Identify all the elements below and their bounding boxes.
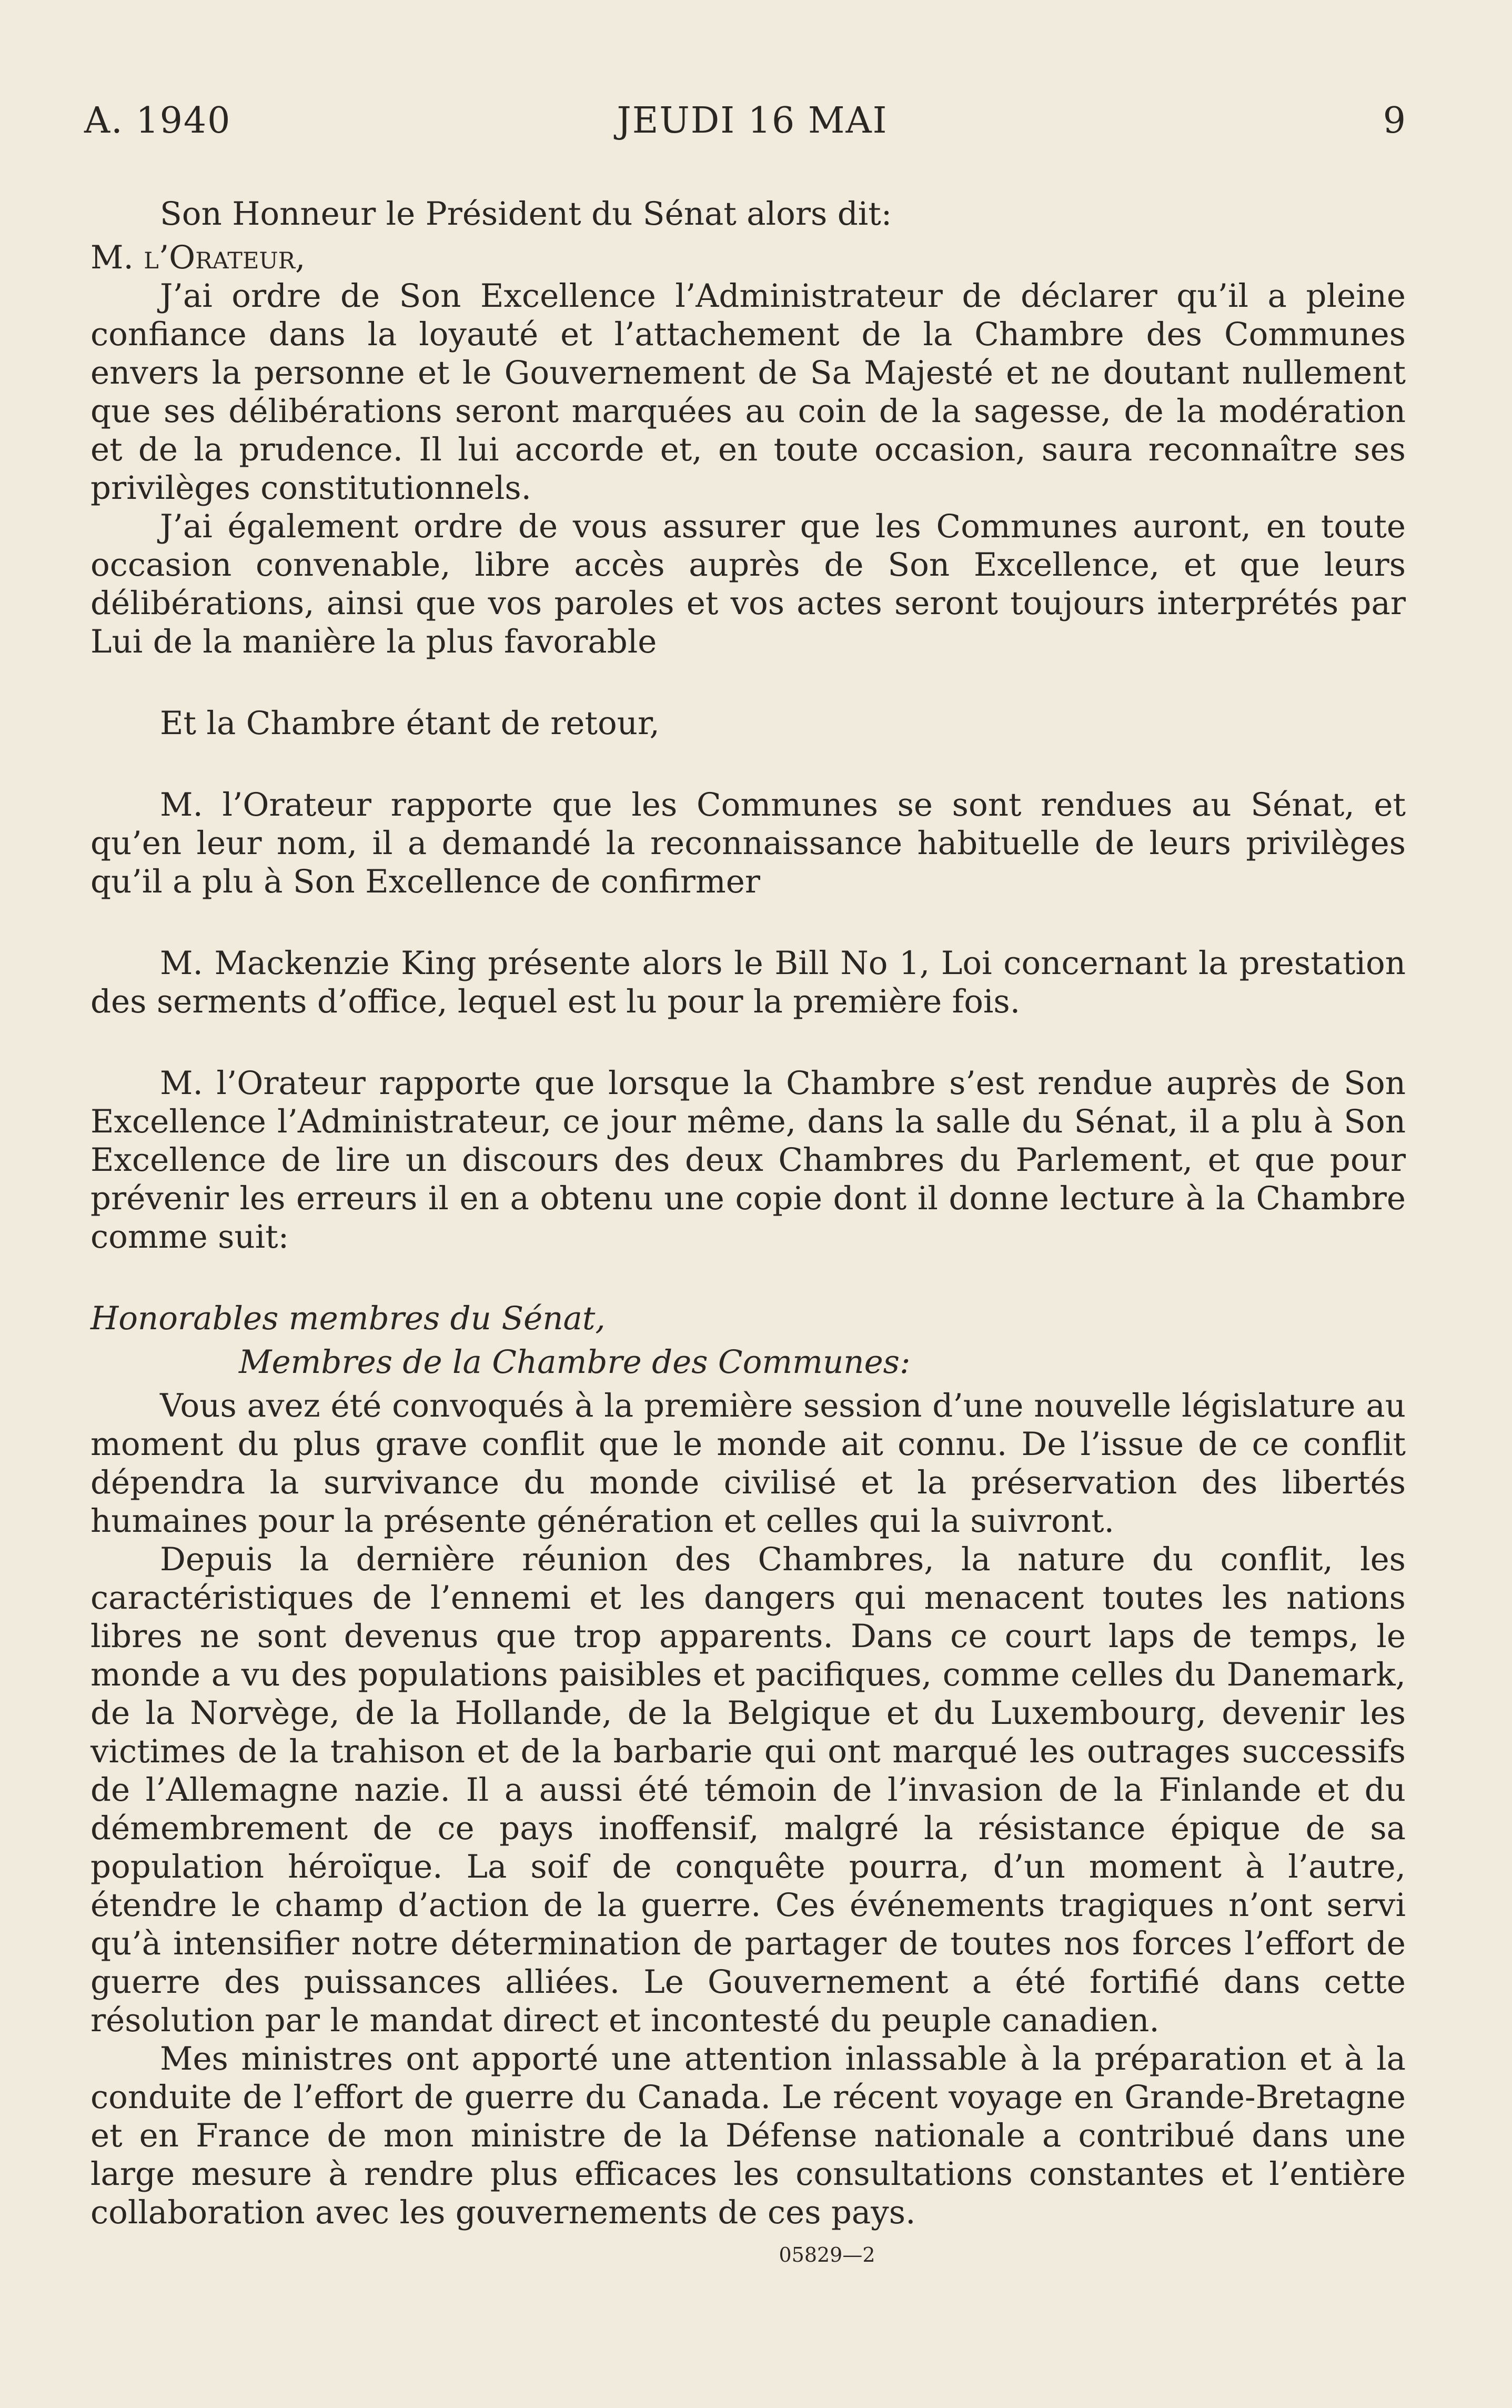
header-year: A. 1940 [84, 100, 231, 142]
paragraph-confidence: J’ai ordre de Son Excellence l’Administrateur de déclarer qu’il a pleine confiance dans la loyauté et l’attachement de la Chambre des Communes envers la personne et le Gouvernement de Sa Majesté et ne doutant nullement que ses délibérations seront marquées au coin de la sagesse, de la modération et de la prudence. Il lui accorde et, en toute occasion, saura reconnaître ses privilèges constitutionnels. [90, 277, 1406, 507]
page-body [90, 195, 1406, 2274]
address-commons: Membres de la Chambre des Communes: [239, 1343, 911, 1381]
paragraph-convocation: Vous avez été convoqués à la première session d’une nouvelle législature au moment du plus grave conflit que le monde ait connu. De l’issue de ce conflit dépendra la survivance du monde civilisé et la préservation des libertés humaines pour la présente génération et celles qui la suivront. [90, 1387, 1406, 1540]
header-date: JEUDI 16 MAI [617, 100, 888, 142]
printer-signature: 05829—2 [779, 2243, 875, 2266]
paragraph-privileges-report: M. l’Orateur rapporte que les Communes se sont rendues au Sénat, et qu’en leur nom, il a demandé la reconnaissance habituelle de leurs privilèges qu’il a plu à Son Excellence de confirmer [90, 786, 1406, 900]
address-senate: Honorables membres du Sénat, [90, 1300, 606, 1337]
paragraph-bill-no-1: M. Mackenzie King présente alors le Bill No 1, Loi concernant la prestation des serments d’office, lequel est lu pour la première fois. [90, 945, 1406, 1020]
paragraph-ministers: Mes ministres ont apporté une attention inlassable à la préparation et à la conduite de l’effort de guerre du Canada. Le récent voyage en Grande-Bretagne et en France de mon ministre de la Défense nationale a contribué dans une large mesure à rendre plus efficaces les consultations constantes et l’entière collaboration avec les gouvernements de ces pays. [90, 2040, 1406, 2231]
salutation-orateur: M. l’Orateur, [90, 239, 306, 276]
paragraph-conflict: Depuis la dernière réunion des Chambres, la nature du conflit, les caractéristiques de l’ennemi et les dangers qui menacent toutes les nations libres ne sont devenus que trop apparents. Dans ce court laps de temps, le monde a vu des populations paisibles et pacifiques, comme celles du Danemark, de la Norvège, de la Hollande, de la Belgique et du Luxembourg, devenir les victimes de la trahison et de la barbarie qui ont marqué les outrages successifs de l’Allemagne nazie. Il a aussi été témoin de l’invasion de la Finlande et du démembrement de ce pays inoffensif, malgré la résistance épique de sa population héroïque. La soif de conquête pourra, d’un moment à l’autre, étendre le champ d’action de la guerre. Ces événements tragiques n’ont servi qu’à intensifier notre détermination de partager de toutes nos forces l’effort de guerre des puissances alliées. Le Gouvernement a été fortifié dans cette résolution par le mandat direct et incontesté du peuple canadien. [90, 1541, 1406, 2039]
paragraph-speech-report: M. l’Orateur rapporte que lorsque la Chambre s’est rendue auprès de Son Excellence l’Administrateur, ce jour même, dans la salle du Sénat, il a plu à Son Excellence de lire un discours des deux Chambres du Parlement, et que pour prévenir les erreurs il en a obtenu une copie dont il donne lecture à la Chambre comme suit: [90, 1065, 1406, 1256]
paragraph-senate-speaker: Son Honneur le Président du Sénat alors dit: [160, 195, 892, 233]
paragraph-return: Et la Chambre étant de retour, [160, 705, 660, 742]
page-number: 9 [1383, 100, 1407, 142]
paragraph-assurance: J’ai également ordre de vous assurer que les Communes auront, en toute occasion convenable, libre accès auprès de Son Excellence, et que leurs délibérations, ainsi que vos paroles et vos actes seront toujours interprétés par Lui de la manière la plus favorable [90, 508, 1406, 660]
